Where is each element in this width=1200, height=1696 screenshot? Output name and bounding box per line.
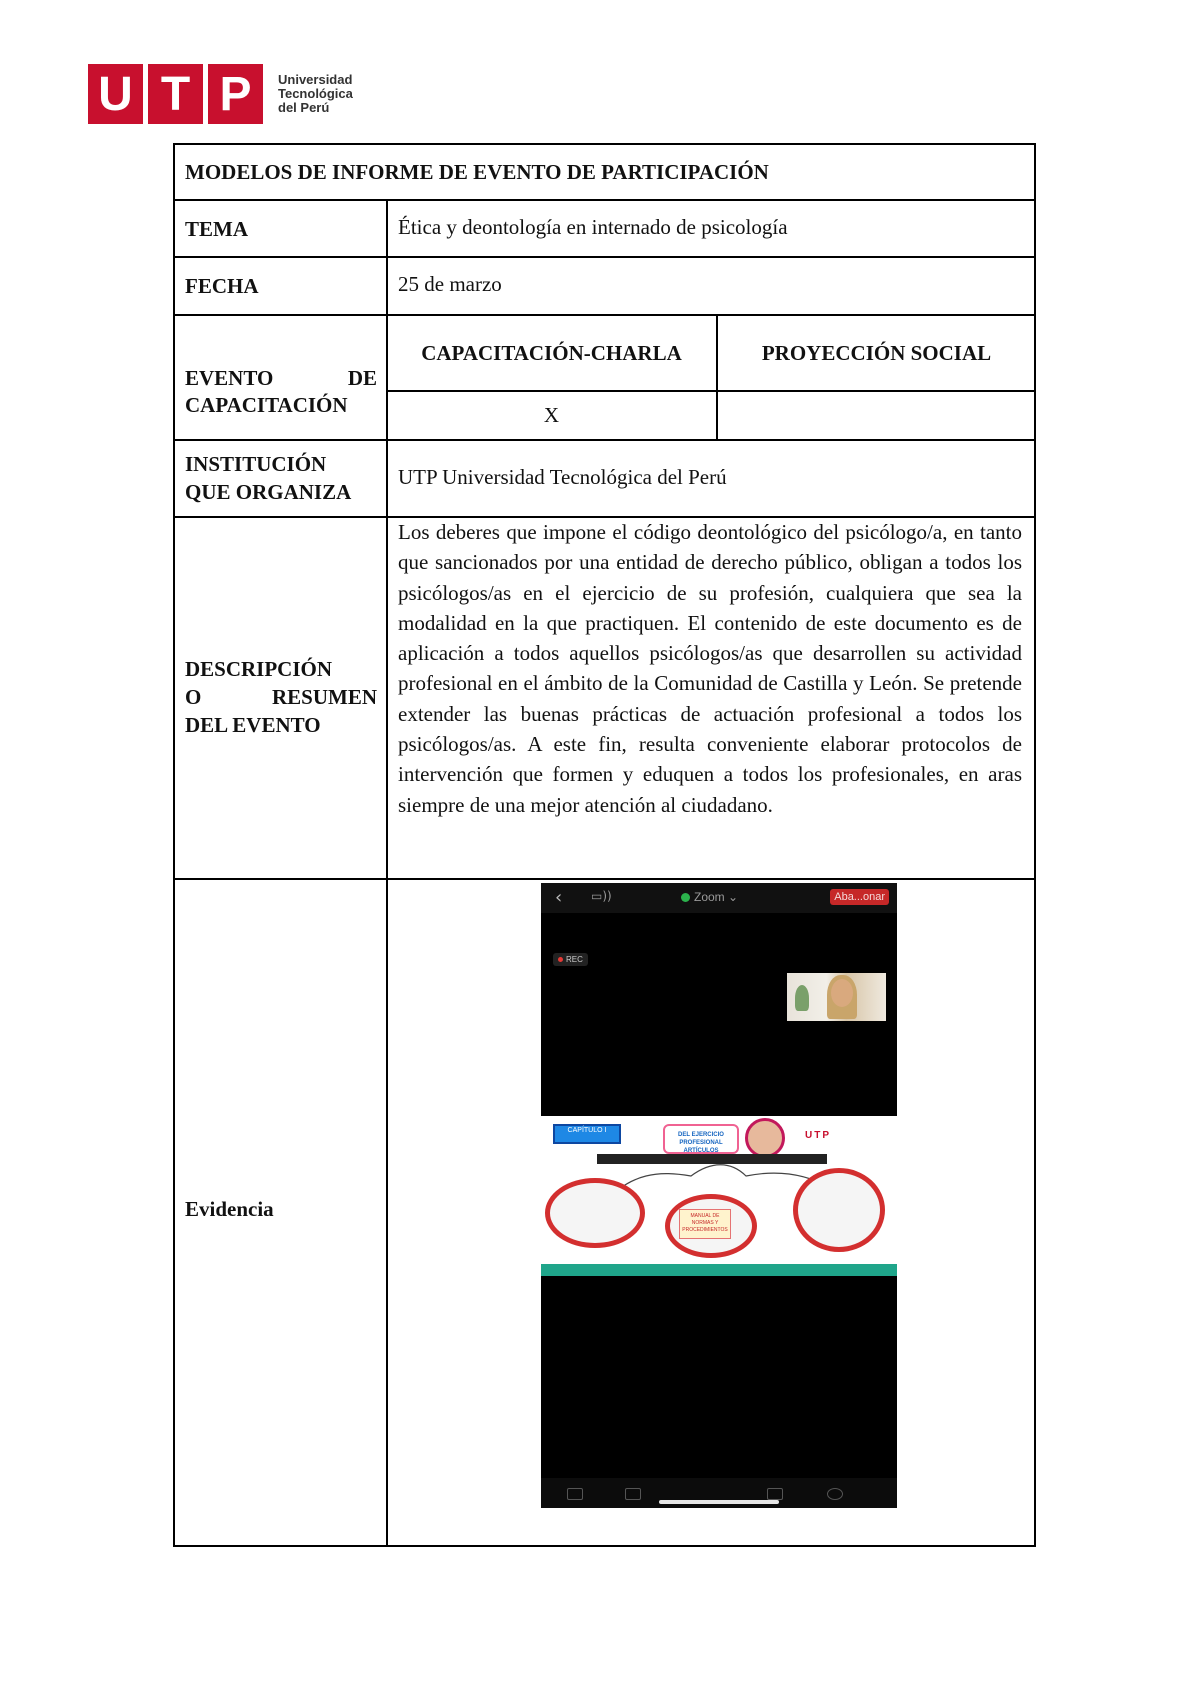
person-face <box>831 979 853 1007</box>
institucion-value: UTP Universidad Tecnológica del Perú <box>398 465 727 489</box>
camera-icon <box>625 1488 641 1500</box>
evento-label-line1: EVENTO DE <box>185 366 377 390</box>
table-divider <box>173 878 1036 880</box>
evento-label-line2: CAPACITACIÓN <box>185 393 348 417</box>
zoom-bottom-bar <box>541 1478 897 1508</box>
home-indicator <box>659 1500 779 1504</box>
plant-image <box>795 985 809 1011</box>
back-icon: ‹ <box>555 887 563 908</box>
fecha-label: FECHA <box>185 274 259 298</box>
table-title: MODELOS DE INFORME DE EVENTO DE PARTICIPACIÓN <box>185 160 769 184</box>
utp-logo <box>88 64 353 124</box>
slide-manual-box: MANUAL DE NORMAS Y PROCEDIMIENTOS <box>679 1209 731 1239</box>
logo-letter-u: U <box>88 64 143 124</box>
table-divider <box>173 439 1036 441</box>
institucion-label-line2: QUE ORGANIZA <box>185 480 352 504</box>
fecha-value: 25 de marzo <box>398 272 502 296</box>
table-column-divider <box>386 199 388 1546</box>
logo-wordmark: Universidad Tecnológica del Perú <box>278 72 353 115</box>
descripcion-label-line3: DEL EVENTO <box>185 713 321 737</box>
slide-circle-right <box>793 1168 885 1252</box>
shared-slide <box>541 1116 897 1276</box>
descripcion-value: Los deberes que impone el código deontológico del psicólogo/a, en tanto que sancionados por una entidad de derecho público, obligan a todos los psicólogos/as en el ejercicio de su profesión, cualquiera que sea la modalidad en la que practiquen. El contenido de este documento es de aplicación a todos aquellos psicólogos/as que desarrollen su actividad profesional en el ámbito de la Comunidad de Castilla y León. Se pretende extender las buenas prácticas de actuación profesional a todos los psicólogos/as. A este fin, resulta conveniente elaborar protocolos de intervención que formen y eduquen a todos los profesionales, en aras siempre de una mejor atención al ciudadano. <box>398 520 1022 817</box>
descripcion-label-line2: O RESUMEN <box>185 685 377 709</box>
zoom-label: Zoom ⌄ <box>681 890 738 904</box>
table-divider <box>173 199 1036 201</box>
table-column-divider <box>716 314 718 440</box>
tema-value: Ética y deontología en internado de psicología <box>398 215 788 239</box>
institucion-label-line1: INSTITUCIÓN <box>185 452 327 476</box>
descripcion-label-line1: DESCRIPCIÓN <box>185 657 333 681</box>
table-divider <box>387 390 1036 392</box>
shield-icon <box>681 893 690 902</box>
option-capacitacion-mark: X <box>543 403 560 427</box>
slide-chapter: CAPÍTULO I <box>553 1124 621 1144</box>
reactions-icon <box>827 1488 843 1500</box>
leave-button: Aba...onar <box>830 889 889 905</box>
table-divider <box>173 256 1036 258</box>
zoom-top-bar <box>541 883 897 913</box>
slide-circle-left <box>545 1178 645 1248</box>
logo-letter-t: T <box>148 64 203 124</box>
recording-badge: REC <box>553 953 588 966</box>
record-icon <box>558 957 563 962</box>
slide-title: DEL EJERCICIO PROFESIONAL ARTÍCULOS <box>663 1124 739 1154</box>
evidencia-label: Evidencia <box>185 1197 274 1221</box>
slide-logo: UTP <box>805 1130 831 1141</box>
participant-thumbnail <box>787 973 886 1021</box>
slide-footer-bar <box>541 1264 897 1276</box>
table-divider <box>173 314 1036 316</box>
chat-icon <box>767 1488 783 1500</box>
option-capacitacion-charla: CAPACITACIÓN-CHARLA <box>421 341 682 365</box>
evidence-screenshot <box>541 883 897 1508</box>
mic-icon <box>567 1488 583 1500</box>
speaker-icon: ▭)) <box>591 889 612 903</box>
tema-label: TEMA <box>185 217 248 241</box>
logo-letter-p: P <box>208 64 263 124</box>
option-proyeccion-social: PROYECCIÓN SOCIAL <box>761 341 992 365</box>
